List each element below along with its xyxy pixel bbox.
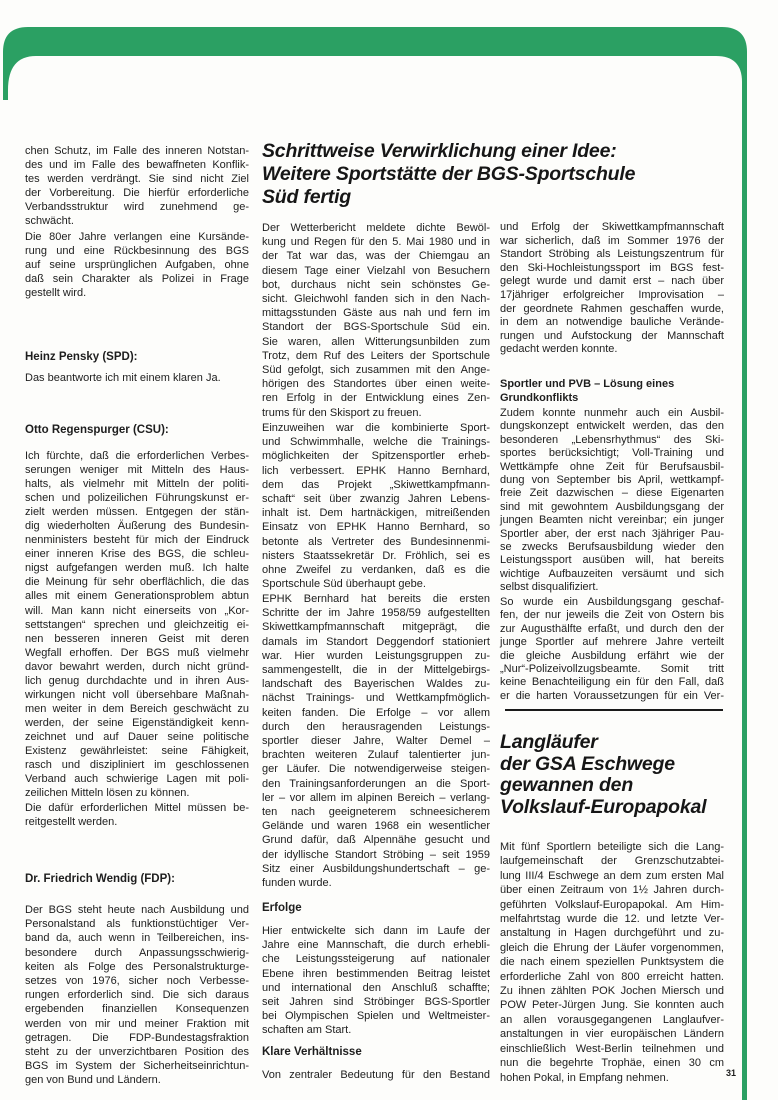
text-line: sportler dieser Jahre, Walter Demel – xyxy=(262,735,490,748)
text-line: rung und eine Rückbesinnung des BGS xyxy=(25,245,249,257)
text-line: keiten fanden. Die Erfolge – vor allem xyxy=(262,706,490,719)
text-line: davor bewahrt werden, durch nicht gründ- xyxy=(25,660,249,673)
text-line: Schritte der im Jahre 1958/59 aufgestellten xyxy=(262,607,490,620)
paragraph xyxy=(25,801,249,829)
text-line: Volkslauf-Europapokal xyxy=(500,795,707,818)
text-line: setzes von 1976, sicher noch Verbesse- xyxy=(25,975,249,988)
text-line: gewannen den xyxy=(500,774,634,796)
text-line: Ich fürchte, daß die erforderlichen Verbes- xyxy=(25,450,249,462)
text-line: der geordnete Rahmen geschaffen wurde, xyxy=(500,302,724,315)
text-line: Gelände und waren 1968 ein wesentlicher xyxy=(262,820,490,833)
text-line: ler – vor allem im alpinen Bereich – verlang- xyxy=(262,791,490,804)
text-line: dem das Projekt „Skiwettkampfmann- xyxy=(262,478,490,491)
text-line: lich verbessert. EPHK Hanno Bernhard, xyxy=(262,464,490,477)
text-line: Einzuweihen war die kombinierte Sport- xyxy=(262,422,490,434)
text-line: Zu ihnen zählten POK Jochen Miersch und xyxy=(500,985,724,998)
text-line: Existenz gewährleistet: seine Fähigkeit, xyxy=(25,744,249,757)
text-line: Standort der BGS-Sportschule Süd ein. xyxy=(262,321,490,334)
text-line: die Meinung für sehr oberflächlich, die das xyxy=(25,576,249,589)
text-line: den Trainingsanforderungen an die Sport- xyxy=(262,777,490,790)
text-line: lung III/4 Eschwege an dem zum ersten Mal xyxy=(500,869,724,882)
text-line: anstaltung in Hagen durchgeführt und zu- xyxy=(500,927,724,940)
text-line: will. Man kann nicht einerseits von „Kor- xyxy=(25,604,249,617)
text-line: gen von Bund und Ländern. xyxy=(25,1074,161,1087)
text-line: alles mit einem Generationsproblem abtun xyxy=(25,590,249,603)
text-line: war sicherlich, daß im Sommer 1976 der xyxy=(500,234,724,247)
article-title xyxy=(262,140,636,209)
text-line: gestellt wird. xyxy=(25,287,87,299)
text-line: chen Schutz, im Falle des inneren Notstan- xyxy=(25,145,249,157)
text-line: Der Wetterbericht meldete dichte Bewöl- xyxy=(262,222,490,234)
text-line: der Vorbereitung. Die hierfür erforderliche xyxy=(25,187,249,199)
text-line: rungen und Aufstockung der Mannschaft xyxy=(500,329,724,342)
text-line: settstangen“ sprechen und gleichzeitig ei- xyxy=(25,618,249,631)
page-number: 31 xyxy=(726,1068,737,1078)
text-line: hörigen des Standortes über einen weite- xyxy=(262,378,490,391)
text-line: landschaft des Bayerischen Waldes zu- xyxy=(262,678,490,691)
text-line: Sportler aber, der erst nach 3jähriger Pau- xyxy=(500,527,724,540)
text-line: tes werden verdrängt. Sie sind nicht Ziel xyxy=(25,173,249,185)
paragraph xyxy=(25,144,249,228)
text-line: Die 80er Jahre verlangen eine Kursände- xyxy=(25,231,249,243)
text-line: keiten als Folge des Personalstrukturge- xyxy=(25,960,249,973)
text-line: zur Augusthälfte erfaßt, und durch den der xyxy=(500,622,724,635)
text-line: rasch und diszipliniert im geschlossenen xyxy=(25,759,249,772)
text-line: Einsatz von EPHK Hanno Bernhard, so xyxy=(262,521,490,534)
text-line: „Nur“-Polizeivollzugsbeamte. Somit tritt xyxy=(500,663,724,676)
text-line: POW Peter-Jürgen Jung. Sie konnten auch xyxy=(500,999,724,1012)
text-line: lich genug durchdachte und in ihren Aus- xyxy=(25,674,249,687)
text-line: betonte als Vertreter des Bundesinnenmi- xyxy=(262,535,490,548)
text-line: sportes berücksichtigt; Voll-Training und xyxy=(500,447,724,460)
text-line: keine Benachteiligung ein für den Fall, daß xyxy=(500,676,724,689)
text-line: serungen weniger mit Mitteln des Haus- xyxy=(25,464,249,477)
text-line: hohen Pokal, in Empfang nehmen. xyxy=(500,1071,669,1084)
text-line: werden von mir und meiner Fraktion mit xyxy=(25,1017,249,1030)
text-line: Ebene ihren bestimmenden Beitrag leistet xyxy=(262,967,490,980)
text-line: halts, als vielmehr mit Mitteln der politi- xyxy=(25,478,249,491)
text-line: BGS im System der Sicherheitseinrichtun- xyxy=(25,1060,249,1073)
paragraph xyxy=(262,924,490,1038)
text-line: besonderen „Lebensrhythmus“ des Ski- xyxy=(500,433,724,446)
text-line: und Erfolg der Skiwettkampfmannschaft xyxy=(500,221,724,233)
text-line: gelegt wurde und damit erst – nach über xyxy=(500,275,724,288)
paragraph xyxy=(262,221,490,420)
text-line: ohne Zweifel zu verdanken, daß es die xyxy=(262,564,490,577)
text-line: anstaltungen in vier europäischen Ländern xyxy=(500,1028,724,1041)
text-line: Zudem konnte nunmehr auch ein Ausbil- xyxy=(500,407,724,419)
section-divider xyxy=(505,709,723,711)
text-line: ergebenden finanziellen Konsequenzen xyxy=(25,1003,249,1016)
paragraph xyxy=(25,371,249,385)
text-line: brachten weiteren Zulauf talentierter jun- xyxy=(262,749,490,762)
text-line: in dem an notwendige bauliche Verände- xyxy=(500,316,724,329)
paragraph xyxy=(262,592,490,890)
text-line: nun die begehrte Trophäe, einen 30 cm xyxy=(500,1057,724,1070)
text-line: Schrittweise Verwirklichung einer Idee: xyxy=(262,140,617,162)
text-line: den Ski-Hochleistungssport im BGS fest- xyxy=(500,261,724,274)
text-line: erforderliche Zahl von 800 erreicht hatten. xyxy=(500,970,724,983)
text-line: und international den Anschluß schaffte; xyxy=(262,981,490,994)
text-line: funden wurde. xyxy=(262,877,332,890)
text-line: band da, auch wenn in Teilbereichen, ins- xyxy=(25,932,249,945)
text-line: trums für den Skisport zu freuen. xyxy=(262,406,422,419)
text-line: an allen vorausgegangenen Langlaufver- xyxy=(500,1013,724,1026)
text-line: ger Läufer. Die notwendigerweise steigen- xyxy=(262,763,490,776)
text-line: kung und Regen für den 5. Mai 1980 und in xyxy=(262,236,490,249)
section-heading xyxy=(500,377,724,405)
text-line: se zwecks Berufsausbildung wieder den xyxy=(500,541,724,554)
text-line: und Schwimmhalle, welche die Trainings- xyxy=(262,436,490,449)
text-line: Personalstand als funktionstüchtiger Ver- xyxy=(25,918,249,931)
text-line: zeichnet und auf Dauer seine politische xyxy=(25,730,249,743)
text-line: Die dafür erforderlichen Mittel müssen be- xyxy=(25,802,249,814)
text-line: nisters Staatssekretär Dr. Fröhlich, sei es xyxy=(262,549,490,562)
paragraph xyxy=(500,596,724,703)
text-line: Wegfall erhoffen. Der BGS muß vielmehr xyxy=(25,646,249,659)
speaker-heading: Otto Regenspurger (CSU): xyxy=(25,424,169,436)
text-line: schaften am Start. xyxy=(262,1024,352,1037)
text-line: er die harten Voraussetzungen für ein Ver- xyxy=(500,689,724,702)
text-line: nächst Trainings- und Wettkampfmöglich- xyxy=(262,692,490,705)
text-line: die gleiche Ausbildung erfährt wie der xyxy=(500,649,724,662)
text-line: schen und polizeilichen Führungskunst er- xyxy=(25,492,249,505)
paragraph xyxy=(500,840,724,1085)
text-line: mittagsstunden Gäste aus nah und fern im xyxy=(262,307,490,320)
text-line: fen, der nur jeweils die Zeit von Ostern bis xyxy=(500,609,724,622)
text-line: Weitere Sportstätte der BGS-Sportschule xyxy=(262,163,636,185)
text-line: besondere durch Anpassungsschwierig- xyxy=(25,946,249,959)
text-line: 17jähriger erfolgreicher Improvisation – xyxy=(500,288,724,301)
text-line: über einen Zeitraum von 1½ Jahren durch- xyxy=(500,884,724,897)
text-line: Süd gefolgt, sich zusammen mit den Ange- xyxy=(262,364,490,377)
text-line: Grundkonflikts xyxy=(500,392,579,404)
speaker-heading: Dr. Friedrich Wendig (FDP): xyxy=(25,873,175,885)
text-line: melfahrtstag wurde die 12. und letzte Ver- xyxy=(500,913,724,926)
text-line: inhalt ist. Dem hartnäckigen, mitreißenden xyxy=(262,507,490,520)
text-line: che Leistungssteigerung auf nationaler xyxy=(262,953,490,966)
text-line: selbst disqualifiziert. xyxy=(500,581,599,594)
text-line: sammengestellt, die in der Mittelgebirgs- xyxy=(262,664,490,677)
text-line: reitgestellt werden. xyxy=(25,816,118,829)
text-line: der Tat war das, was der Chiemgau an xyxy=(262,250,490,263)
text-line: Sportler und PVB – Lösung eines xyxy=(500,378,675,390)
text-line: Verbandsstruktur wird zunehmend ge- xyxy=(25,201,249,213)
text-line: freie Zeit dazwischen – diese Eigenarten xyxy=(500,487,724,500)
text-line: rungen erforderlich sind. Die sich daraus xyxy=(25,989,249,1002)
text-line: zielt werden müssen. Entgegen der stän- xyxy=(25,506,249,519)
text-line: durch den herausragenden Leistungs- xyxy=(262,720,490,733)
text-line: einer inneren Krise des BGS, die schleu- xyxy=(25,548,249,561)
text-line: ten nach geeigneterem schneesicherem xyxy=(262,806,490,819)
text-line: nigst aufgefangen werden muß. Ich halte xyxy=(25,562,249,575)
text-line: laufgemeinschaft der Grenzschutzabtei- xyxy=(500,855,724,868)
text-line: Hier entwickelte sich dann im Laufe der xyxy=(262,925,490,937)
text-line: werden, der seine Eigenständigkeit kenn- xyxy=(25,716,249,729)
text-line: der GSA Eschwege xyxy=(500,752,675,775)
text-line: die nach einem speziellen Punktsystem die xyxy=(500,956,724,969)
text-line: Wettkämpfe ohne Zeit für Berufsausbil- xyxy=(500,460,724,473)
text-line: junge Sportler auf mehrere Jahre verteilt xyxy=(500,636,724,649)
text-line: Standort Ströbing als Leistungszentrum für xyxy=(500,248,724,261)
text-line: war. Hier wurden Leistungsgruppen zu- xyxy=(262,649,490,662)
paragraph xyxy=(500,221,724,357)
text-line: der idyllische Standort Ströbing – seit 1959 xyxy=(262,848,490,861)
text-line: Süd fertig xyxy=(262,186,351,208)
text-line: schaft“ seit über zwanzig Jahren Lebens- xyxy=(262,493,490,506)
text-line: getragen. Die FDP-Bundestagsfraktion xyxy=(25,1031,249,1044)
article-title xyxy=(500,732,724,818)
text-line: EPHK Bernhard hat bereits die ersten xyxy=(262,593,490,605)
paragraph xyxy=(25,449,249,800)
text-line: geführten Volkslauf-Europapokal. Am Him- xyxy=(500,898,724,911)
text-line: Grund dafür, daß Alpennähe gesucht und xyxy=(262,834,490,847)
paragraph xyxy=(262,421,490,591)
text-line: steht zu der unverzichtbaren Position des xyxy=(25,1046,249,1059)
text-line: daß sein Charakter als Polizei in Frage xyxy=(25,273,249,285)
text-line: sicht. Gleichwohl fanden sich in den Nach- xyxy=(262,293,490,306)
text-line: Leistungssport ausüben will, hat bereits xyxy=(500,554,724,567)
text-line: Jahre eine Mannschaft, die durch erhebli- xyxy=(262,939,490,952)
paragraph xyxy=(25,230,249,300)
text-line: dung von September bis April, wettkampf- xyxy=(500,474,724,487)
text-line: Skiwettkampfmannschaft mitgeprägt, die xyxy=(262,621,490,634)
text-line: Das beantworte ich mit einem klaren Ja. xyxy=(25,372,221,384)
text-line: Mit fünf Sportlern beteiligte sich die Lang- xyxy=(500,841,724,853)
paragraph xyxy=(500,407,724,595)
text-line: diesem Tage einer Vielzahl von Besuchern xyxy=(262,264,490,277)
text-line: dungskonzept entwickelt werden, das den xyxy=(500,420,724,433)
text-line: Verband auch schwierige Lagen mit poli- xyxy=(25,773,249,786)
text-line: wirkungen nicht voll übersehbare Maßnah- xyxy=(25,688,249,701)
text-line: einschließlich West-Berlin teilnehmen und xyxy=(500,1042,724,1055)
text-line: Sportschule Süd überhaupt gebe. xyxy=(262,578,426,591)
text-line: ren Erfolg in der Entwicklung eines Zen- xyxy=(262,392,490,405)
text-line: Von zentraler Bedeutung für den Bestand xyxy=(262,1069,490,1081)
text-line: So wurde ein Ausbildungsgang geschaf- xyxy=(500,596,724,608)
text-line: nenministers besteht für mich der Eindruck xyxy=(25,534,249,547)
text-line: zeilichen Mitteln lösen zu können. xyxy=(25,787,190,800)
speaker-heading: Heinz Pensky (SPD): xyxy=(25,351,138,363)
text-line: gleich die Ehrung der Läufer vorgenommen, xyxy=(500,941,724,954)
text-line: sind mit gewohntem Ausbildungsgang der xyxy=(500,500,724,513)
text-line: seit Jahren sind Ströbinger BGS-Sportler xyxy=(262,996,490,1009)
text-line: des und im Falle des bewaffneten Konflik- xyxy=(25,159,249,171)
section-heading: Klare Verhältnisse xyxy=(262,1046,362,1058)
text-line: Sitz einer Ausbildungshundertschaft – ge- xyxy=(262,862,490,875)
paragraph xyxy=(262,1068,490,1082)
paragraph xyxy=(25,903,249,1088)
text-line: schwächt. xyxy=(25,215,74,227)
text-line: dig wiederholten Äußerung des Bundesin- xyxy=(25,520,249,533)
text-line: möglichkeiten der Spitzensportler erheb- xyxy=(262,450,490,463)
text-line: Sie waren, allen Witterungsunbilden zum xyxy=(262,335,490,348)
text-line: damals im Standort Deggendorf stationiert xyxy=(262,635,490,648)
text-line: jungen Beamten nicht vereinbar; ein junger xyxy=(500,514,724,527)
text-line: bot, durchaus nicht sein schönstes Ge- xyxy=(262,278,490,291)
text-line: gedacht werden konnte. xyxy=(500,343,618,356)
text-line: bei Olympischen Spielen und Weltmeister- xyxy=(262,1010,490,1023)
text-line: Trotz, dem Ruf des Leiters der Sportschule xyxy=(262,349,490,362)
text-line: men weiter in dem Bereich geschwächt zu xyxy=(25,702,249,715)
text-line: Langläufer xyxy=(500,731,598,753)
text-line: nen besseren inneren Geist mit deren xyxy=(25,632,249,645)
text-line: auf seine ursprünglichen Aufgaben, ohne xyxy=(25,259,249,271)
text-line: Der BGS steht heute nach Ausbildung und xyxy=(25,904,249,916)
text-line: wichtige Aufbauzeiten versäumt und sich xyxy=(500,567,724,580)
section-heading: Erfolge xyxy=(262,902,302,914)
